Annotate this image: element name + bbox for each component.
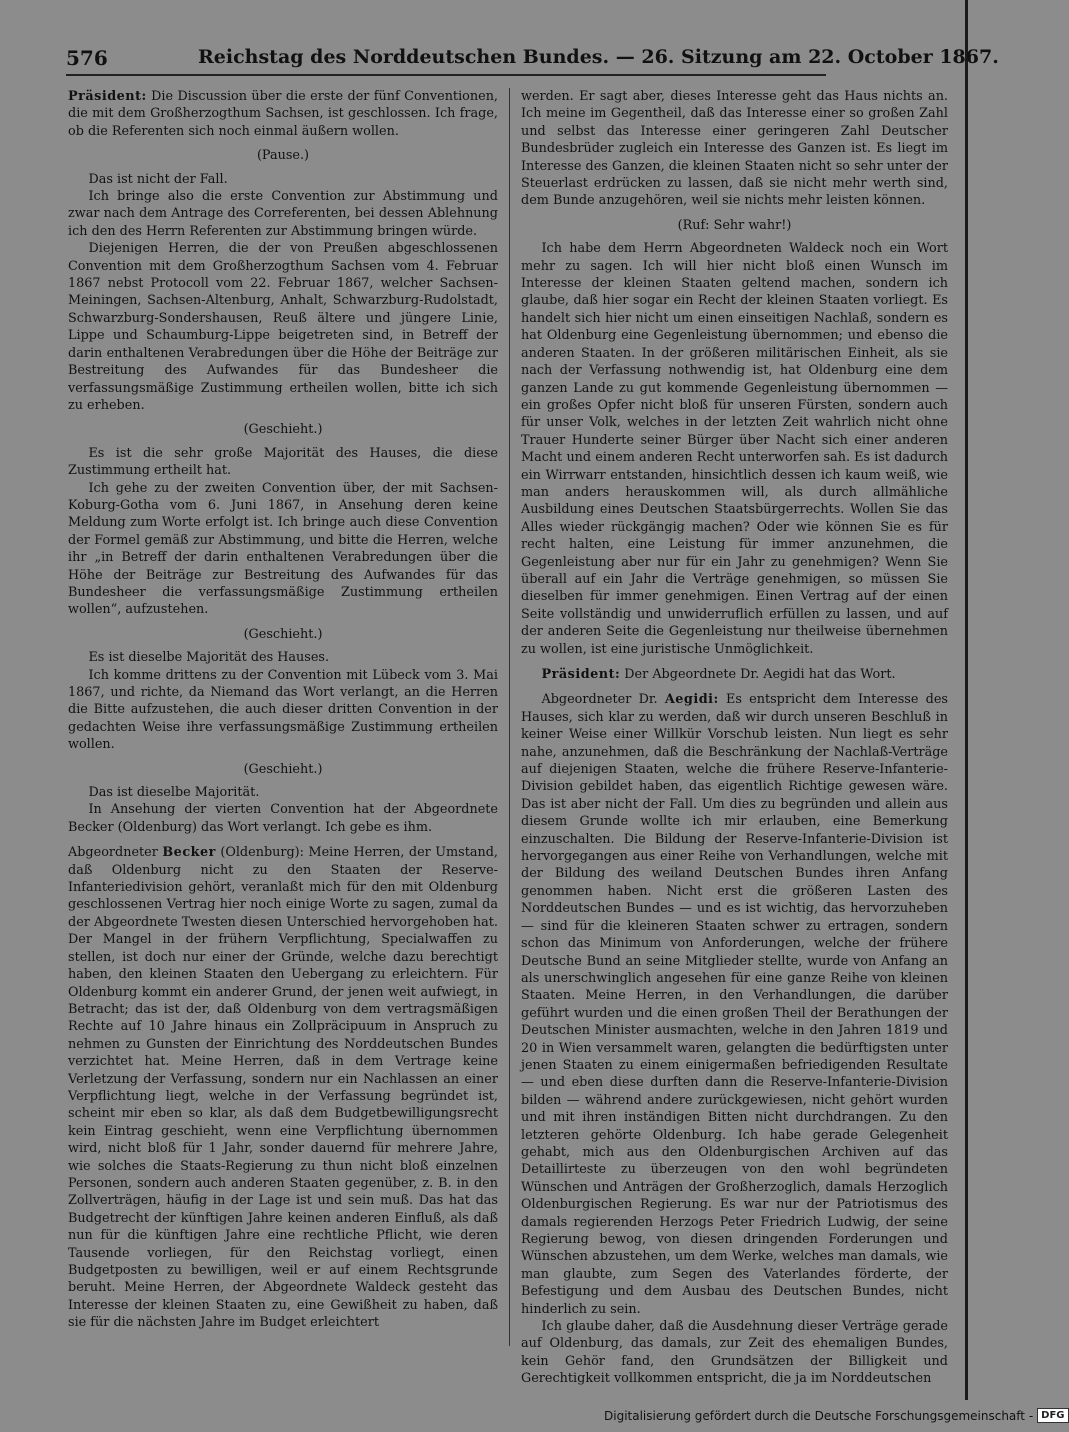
paragraph-text: Ich habe dem Herrn Abgeordneten Waldeck noch ein Wort mehr zu sagen. Ich will hier nicht bloß einen Wunsch im Interesse der kleinen Staaten geltend machen, sondern ich glaube, daß hier sogar ein Recht der kleinen Staaten vorliegt. Es handelt sich hier nicht um einen einseitigen Nachlaß, sondern es hat Oldenburg eine Gegenleistung übernommen; und ebenso die anderen Staaten. In der größeren militärischen Einheit, als sie nach der Verfassung nothwendig ist, hat Oldenburg eine dem ganzen Lande zu gut kommende Gegenleistung übernommen — ein großes Opfer nicht bloß für unseren Fürsten, sondern auch für unser Volk, welches in der letzten Zeit wahrlich nicht ohne Trauer Hunderte seiner Bürger über Nacht sich einer anderen Macht und einem anderen Recht unterworfen sah. Es ist dadurch ein Wirrwarr entstanden, hinsichtlich dessen ich kaum weiß, wie man anders herauskommen will, als durch allmähliche Ausbildung eines Deutschen Staatsbürgerrechts. Wollen Sie das Alles wieder rückgängig machen? Oder wie können Sie es für recht halten, eine Leistung für immer anzunehmen, die Gegenleistung aber nur für ein Jahr zu genehmigen? Wenn Sie überall auf ein Jahr die Verträge genehmigen, so müssen Sie dieselben für immer genehmigen. Einen Vertrag auf der einen Seite vollständig und unwiderruflich erfüllen zu lassen, und auf der anderen Seite die Gegenleistung nur theilweise übernehmen zu wollen, ist eine juristische Unmöglichkeit.	[521, 241, 948, 657]
paragraph	[521, 88, 948, 210]
speaker-name: Präsident:	[541, 667, 621, 682]
speaker-prefix: Abgeordneter	[68, 845, 163, 861]
speaker-name: Aegidi:	[664, 692, 719, 708]
speaker-name: Becker	[162, 845, 216, 861]
paragraph-text: (Geschieht.)	[243, 626, 323, 642]
paragraph-text: (Ruf: Sehr wahr!)	[677, 217, 792, 233]
page-header	[66, 44, 999, 76]
page-number: 576	[66, 46, 108, 70]
paragraph	[68, 88, 498, 140]
paragraph	[521, 691, 948, 1318]
running-title: Reichstag des Norddeutschen Bundes. — 26. Sitzung am 22. October 1867.	[198, 46, 999, 68]
paragraph-text: Ich gehe zu der zweiten Convention über, der mit Sachsen-Koburg-Gotha vom 6. Juni 1867, in Ansehung deren keine Meldung zum Worte erfolgt ist. Ich bringe auch diese Convention der Formel gemäß zur Abstimmung, und bitte die Herren, welche ihr „in Betreff der darin enthaltenen Verabredungen über die Höhe der Beiträge zur Bestreitung des Aufwandes für das Bundesheer die verfassungsmäßige Zustimmung ertheilen wollen“, aufzustehen.	[68, 480, 498, 618]
paragraph-text: Das ist nicht der Fall.	[88, 171, 228, 187]
footer	[604, 1408, 1069, 1423]
paragraph	[68, 445, 498, 480]
paragraph	[68, 626, 498, 643]
paragraph	[68, 649, 498, 666]
paragraph-text: (Geschieht.)	[243, 422, 323, 438]
paragraph-text: Ich bringe also die erste Convention zur Abstimmung und zwar nach dem Antrage des Correferenten, bei dessen Ablehnung ich den des Herrn Referenten zur Abstimmung bringen würde.	[68, 189, 498, 239]
paragraph-text: Es ist dieselbe Majorität des Hauses.	[88, 650, 330, 666]
paragraph	[68, 147, 498, 164]
paragraph-text: Diejenigen Herren, die der von Preußen abgeschlossenen Convention mit dem Großherzogthum Sachsen vom 4. Februar 1867 nebst Protocoll vom 22. Februar 1867, welcher Sachsen-Meiningen, Sachsen-Altenburg, Anhalt, Schwarzburg-Rudolstadt, Schwarzburg-Sondershausen, Reuß ältere und jüngere Linie, Lippe und Schaumburg-Lippe beigetreten sind, in Betreff der darin enthaltenen Verabredungen über die Höhe der Beiträge zur Bestreitung des Aufwandes für das Bundesheer die verfassungsmäßige Zustimmung ertheilen wollen, bitte ich sich zu erheben.	[68, 241, 498, 413]
page-edge	[965, 0, 968, 1400]
right-column	[521, 88, 948, 1387]
paragraph	[68, 844, 498, 1331]
paragraph-text: (Pause.)	[256, 148, 310, 164]
dfg-logo: DFG	[1037, 1408, 1068, 1423]
paragraph-text: Es ist die sehr große Majorität des Hauses, die diese Zustimmung ertheilt hat.	[68, 445, 498, 479]
paragraph	[68, 761, 498, 778]
paragraph-text: Ich komme drittens zu der Convention mit Lübeck vom 3. Mai 1867, und richte, da Niemand das Wort verlangt, an die Herren die Bitte aufzustehen, die auch dieser dritten Convention in der gedachten Weise ihre verfassungsmäßige Zustimmung ertheilen wollen.	[68, 667, 498, 753]
paragraph	[68, 421, 498, 438]
paragraph	[68, 480, 498, 619]
paragraph	[68, 801, 498, 836]
paragraph	[68, 240, 498, 414]
paragraph-text: Das ist dieselbe Majorität.	[88, 785, 260, 801]
paragraph	[521, 1318, 948, 1388]
speaker-name: Präsident:	[68, 89, 147, 104]
paragraph-text: (Oldenburg): Meine Herren, der Umstand, daß Oldenburg nicht zu den Staaten der Reserve-Infanteriedivision gehört, veranlaßt mich für den mit Oldenburg geschlossenen Vertrag hier noch einige Worte zu sagen, zumal da der Abgeordnete Twesten diesen Unterschied hervorgehoben hat. Der Mangel in der frühern Verpflichtung, Specialwaffen zu stellen, ist doch nur einer der Gründe, welche dazu berechtigt haben, den kleinen Staaten den Uebergang zu erleichtern. Für Oldenburg kommt ein anderer Grund, der jenen weit aufwiegt, in Betracht; das ist der, daß Oldenburg von dem vertragsmäßigen Rechte auf 10 Jahre hinaus ein Zollpräcipuum in Anspruch zu nehmen zu Gunsten der Einrichtung des Norddeutschen Bundes verzichtet hat. Meine Herren, daß in dem Vertrage keine Verletzung der Verfassung, sondern nur ein Nachlassen an einer Verpflichtung liegt, welche in der Verfassung begründet ist, scheint mir eben so klar, als daß dem Budgetbewilligungsrecht kein Eintrag geschieht, wenn eine Verpflichtung übernommen wird, nicht bloß für 1 Jahr, sonder dauernd für mehrere Jahre, wie solches die Staats-Regierung zu thun nicht bloß einzelnen Personen, sondern auch anderen Staaten gegenüber, z. B. in den Zollverträgen, häufig in der Lage ist und sein muß. Das hat das Budgetrecht der künftigen Jahre keinen anderen Einfluß, als daß nun für die künftigen Jahre eine rechtliche Pflicht, wie deren Tausende vorliegen, für den Reichstag vorliegt, einen Budgetposten zu bewilligen, weil er auf einem Rechtsgrunde beruht. Meine Herren, der Abgeordnete Waldeck gesteht das Interesse der kleinen Staaten zu, eine Gewißheit zu haben, daß sie für die nächsten Jahre im Budget erleichtert	[68, 845, 499, 1331]
paragraph	[521, 240, 948, 658]
paragraph-text: Ich glaube daher, daß die Ausdehnung dieser Verträge gerade auf Oldenburg, das damals, zur Zeit des ehemaligen Bundes, kein Gehör fand, den Grundsätzen der Billigkeit und Gerechtigkeit vollkommen entspricht, die ja im Norddeutschen	[521, 1319, 948, 1387]
paragraph	[68, 188, 498, 240]
paragraph-text: Es entspricht dem Interesse des Hauses, sich klar zu werden, daß wir durch unseren Beschluß in keiner Weise einer Willkür Vorschub leisten. Nun liegt es sehr nahe, anzunehmen, daß die Beschränkung der Nachlaß-Verträge auf diejenigen Staaten, welche die frühere Reserve-Infanterie-Division gebildet haben, das eigentlich Richtige gewesen wäre. Das ist aber nicht der Fall. Um dies zu begründen und allein aus diesem Grunde wollte ich mir erlauben, eine Bemerkung einzuschalten. Die Bildung der Reserve-Infanterie-Division ist hervorgegangen aus einer Reihe von Verhandlungen, welche mit der Bildung des weiland Deutschen Bundes ihren Anfang genommen haben. Nicht erst die größeren Lasten des Norddeutschen Bundes — und es ist wichtig, das hervorzuheben — sind für die kleineren Staaten schwer zu ertragen, sondern schon das Minimum von Anforderungen, welche der frühere Deutsche Bund an seine Mitglieder stellte, wurde von Anfang an als unerschwinglich angesehen für eine ganze Reihe von kleinen Staaten. Meine Herren, in den Verhandlungen, die darüber geführt wurden und die einen großen Theil der Berathungen der Deutschen Minister ausmachten, welche in den Jahren 1819 und 20 in Wien versammelt waren, gelangten die bedürftigsten unter jenen Staaten zu einem einigermaßen befriedigenden Resultate — und eben diese durften dann die Reserve-Infanterie-Division bilden — während andere zurückgewiesen, nicht gehört wurden und mit ihren inständigen Bitten nicht durchdrangen. Zu den letzteren gehörte Oldenburg. Ich habe gerade Gelegenheit gehabt, mich aus den Oldenburgischen Archiven auf das Detaillirteste zu überzeugen von den wohl begründeten Wünschen und Anträgen der Großherzoglich, damals Herzoglich Oldenburgischen Regierung. Es war nur der Patriotismus des damals regierenden Herzogs Peter Friedrich Ludwig, der seine Regierung bewog, von diesen dringenden Forderungen und Wünschen abzustehen, um dem Werke, welches man damals, wie man glaubte, zum Segen des Vaterlandes förderte, der Befestigung und dem Ausbau des Deutschen Bundes, nicht hinderlich zu sein.	[521, 692, 948, 1317]
left-column	[68, 88, 498, 1350]
paragraph-text: (Geschieht.)	[243, 761, 323, 777]
paragraph	[521, 217, 948, 234]
speaker-prefix: Abgeordneter Dr.	[541, 692, 665, 708]
paragraph-text: In Ansehung der vierten Convention hat der Abgeordnete Becker (Oldenburg) das Wort verlangt. Ich gebe es ihm.	[68, 802, 498, 835]
paragraph	[521, 666, 948, 683]
column-divider	[509, 88, 510, 1346]
paragraph-text: Der Abgeordnete Dr. Aegidi hat das Wort.	[620, 667, 896, 682]
paragraph	[68, 784, 498, 801]
paragraph-text: Die Discussion über die erste der fünf Conventionen, die mit dem Großherzogthum Sachsen, ist geschlossen. Ich frage, ob die Referenten sich noch einmal äußern wollen.	[68, 89, 498, 139]
paragraph	[68, 171, 498, 188]
paragraph	[68, 667, 498, 754]
footer-credit: Digitalisierung gefördert durch die Deutsche Forschungsgemeinschaft -	[604, 1408, 1034, 1423]
paragraph-text: werden. Er sagt aber, dieses Interesse geht das Haus nichts an. Ich meine im Gegentheil, daß das Interesse einer so großen Zahl und selbst das Interesse einer geringeren Zahl Deutscher Bundesbrüder zugleich ein Interesse des Ganzen ist. Es liegt im Interesse des Ganzen, die kleinen Staaten nicht so sehr unter der Steuerlast erdrücken zu lassen, daß sie nicht mehr werth sind, dem Bunde anzugehören, weil sie nichts mehr leisten können.	[521, 89, 948, 209]
